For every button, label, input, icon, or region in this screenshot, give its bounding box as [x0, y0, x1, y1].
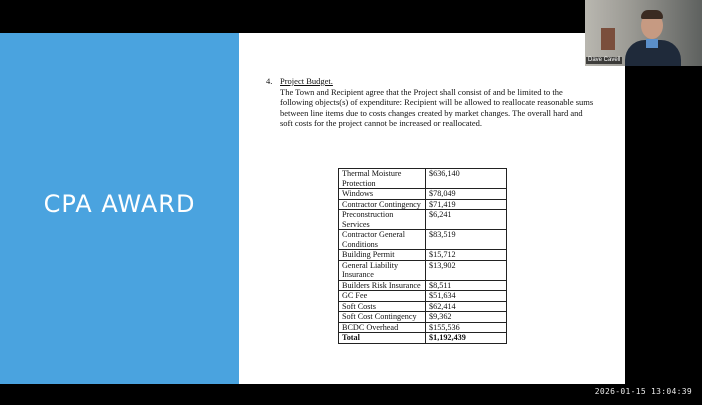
budget-item: General Liability Insurance [339, 260, 426, 280]
budget-amount: $62,414 [426, 301, 507, 312]
budget-amount: $51,634 [426, 291, 507, 302]
budget-row [339, 322, 507, 333]
recording-timestamp: 2026-01-15 13:04:39 [594, 387, 692, 396]
participant-hair [641, 10, 663, 19]
section-title: Project Budget. [280, 76, 333, 86]
project-budget-table [338, 168, 507, 344]
budget-item: Contractor Contingency [339, 199, 426, 210]
budget-item: Builders Risk Insurance [339, 280, 426, 291]
section-paragraph: The Town and Recipient agree that the Project shall consist of and be limited to the following objects(s) of expenditure: Recipient will be allowed to reallocate reasonable sums between line items due to costs changes created by market changes. The overall hard and soft costs for the project cannot be increased or reallocated. [280, 86, 594, 128]
budget-row [339, 230, 507, 250]
budget-amount: $15,712 [426, 250, 507, 261]
budget-item: Windows [339, 189, 426, 200]
participant-name-label: Dave Cavell [588, 57, 621, 63]
budget-row [339, 250, 507, 261]
budget-amount: $9,362 [426, 312, 507, 323]
participant-video-tile[interactable] [585, 0, 702, 66]
budget-row [339, 210, 507, 230]
document-excerpt [266, 76, 596, 129]
budget-item: Soft Costs [339, 301, 426, 312]
budget-row [339, 291, 507, 302]
budget-row [339, 169, 507, 189]
budget-amount: $83,519 [426, 230, 507, 250]
budget-amount: $71,419 [426, 199, 507, 210]
video-wall-art [601, 28, 615, 50]
budget-item: BCDC Overhead [339, 322, 426, 333]
budget-row [339, 189, 507, 200]
budget-item: Building Permit [339, 250, 426, 261]
budget-amount: $6,241 [426, 210, 507, 230]
section-number: 4. [266, 76, 273, 86]
budget-amount: $78,049 [426, 189, 507, 200]
budget-row [339, 199, 507, 210]
budget-amount: $155,536 [426, 322, 507, 333]
budget-amount: $13,902 [426, 260, 507, 280]
budget-total-label: Total [339, 333, 426, 344]
budget-row [339, 312, 507, 323]
budget-row [339, 301, 507, 312]
budget-item: Preconstruction Services [339, 210, 426, 230]
section-heading [266, 76, 596, 87]
budget-total-amount: $1,192,439 [426, 333, 507, 344]
budget-item: Thermal Moisture Protection [339, 169, 426, 189]
budget-row [339, 260, 507, 280]
right-black-gutter [625, 33, 702, 384]
budget-amount: $8,511 [426, 280, 507, 291]
slide-blue-panel [0, 33, 239, 384]
budget-item: Soft Cost Contingency [339, 312, 426, 323]
participant-collar [646, 39, 658, 48]
budget-amount: $636,140 [426, 169, 507, 189]
budget-total-row [339, 333, 507, 344]
budget-item: Contractor General Conditions [339, 230, 426, 250]
shared-slide [0, 33, 625, 384]
slide-title: CPA AWARD [43, 190, 196, 218]
budget-item: GC Fee [339, 291, 426, 302]
budget-row [339, 280, 507, 291]
budget-table-body [339, 169, 507, 344]
